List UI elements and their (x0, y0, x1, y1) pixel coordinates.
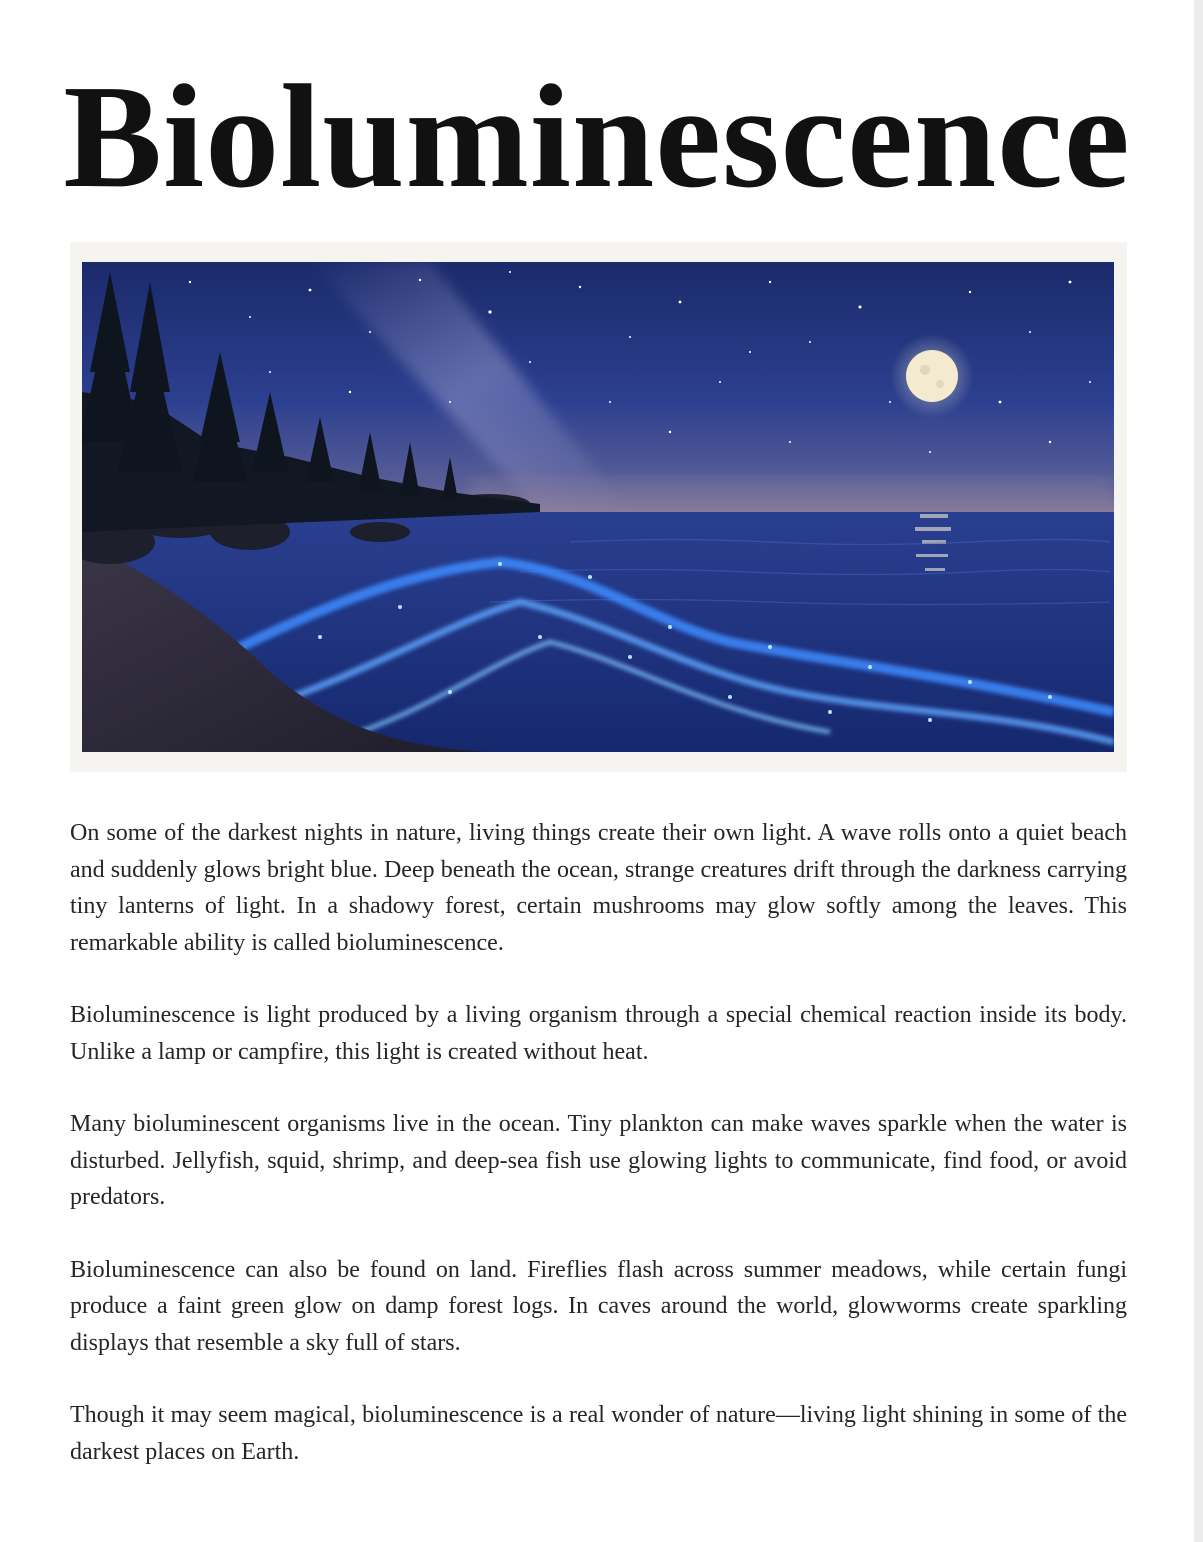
paragraph-land: Bioluminescence can also be found on land. Fireflies flash across summer meadows, while certain fungi produce a faint green glow on damp forest logs. In caves around the world, glowworms create sparkling displays that resemble a sky full of stars. (70, 1256, 1127, 1356)
paragraph-conclusion: Though it may seem magical, bioluminescence is a real wonder of nature—living light shining in some of the darkest places on Earth. (70, 1402, 1127, 1465)
article-body (70, 815, 1127, 1506)
paragraph-intro: On some of the darkest nights in nature, living things create their own light. A wave rolls onto a quiet beach and suddenly glows bright blue. Deep beneath the ocean, strange creatures drift through the darkness carrying tiny lanterns of light. In a shadowy forest, certain mushrooms may glow softly among the leaves. This remarkable ability is called bioluminescence. (70, 820, 1127, 956)
page-edge (1194, 0, 1203, 1542)
bioluminescent-beach-illustration (70, 242, 1127, 772)
paragraph-definition: Bioluminescence is light produced by a living organism through a special chemical reaction inside its body. Unlike a lamp or campfire, this light is created without heat. (70, 1002, 1127, 1065)
page-title: Bioluminescence (63, 55, 1131, 219)
paragraph-ocean: Many bioluminescent organisms live in the ocean. Tiny plankton can make waves sparkle when the water is disturbed. Jellyfish, squid, shrimp, and deep-sea fish use glowing lights to communicate, find food, or avoid predators. (70, 1111, 1127, 1210)
